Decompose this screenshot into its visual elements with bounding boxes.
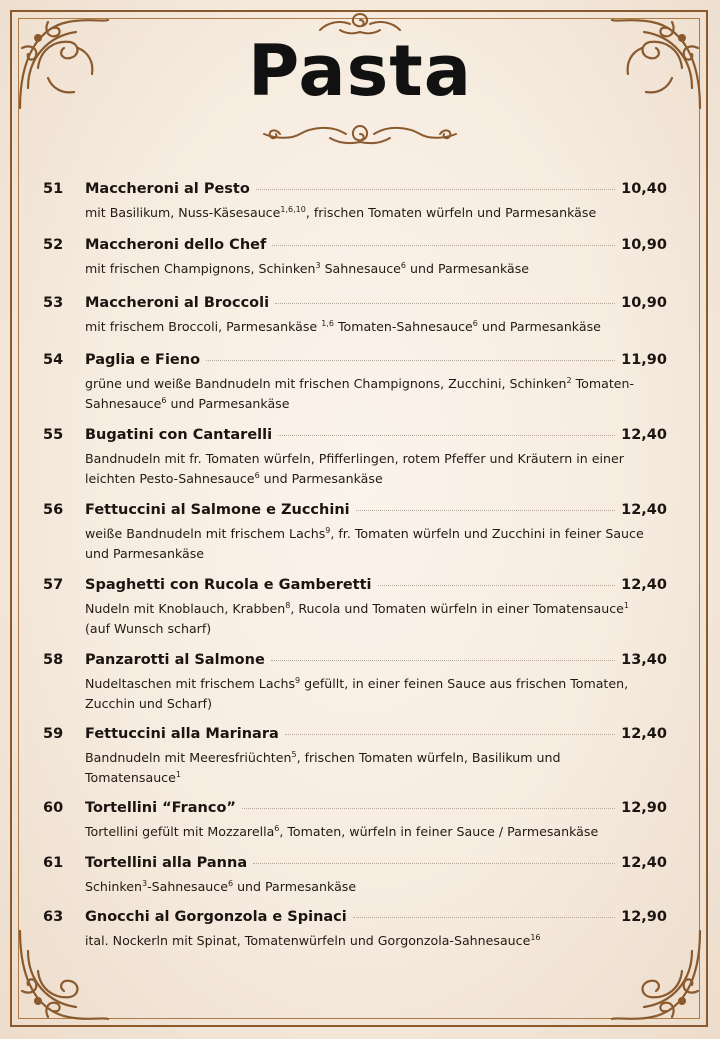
description-text: und Parmesankäse xyxy=(233,879,357,894)
item-price: 10,40 xyxy=(621,181,667,197)
item-number: 56 xyxy=(43,502,64,518)
item-name: Tortellini “Franco” xyxy=(85,800,236,816)
allergen-note: 6 xyxy=(274,823,280,833)
item-number: 60 xyxy=(43,800,64,816)
item-price: 10,90 xyxy=(621,237,667,253)
item-price: 10,90 xyxy=(621,295,667,311)
description-text: Bandnudeln mit Meeresfriüchten xyxy=(85,750,292,765)
page-title: Pasta xyxy=(247,30,473,112)
item-name: Fettuccini al Salmone e Zucchini xyxy=(85,502,350,518)
item-description xyxy=(85,931,645,951)
description-text: Tomaten-Sahnesauce xyxy=(333,319,473,334)
allergen-note: 6 xyxy=(227,878,234,888)
item-name: Fettuccini alla Marinara xyxy=(85,726,279,742)
description-text: , frischen Tomaten würfeln, Basilikum und Tomatensauce xyxy=(85,750,561,785)
item-number: 54 xyxy=(43,352,64,368)
item-name-row xyxy=(85,237,667,257)
dotted-leader xyxy=(285,734,615,735)
description-text: , frischen Tomaten würfeln und Parmesankäse xyxy=(305,205,597,220)
allergen-note: 16 xyxy=(530,932,541,942)
allergen-note: 6 xyxy=(161,395,167,405)
description-text: und Parmesankäse xyxy=(259,470,383,486)
item-price: 12,90 xyxy=(621,909,667,925)
item-name-row xyxy=(85,909,667,929)
item-number: 58 xyxy=(43,652,64,668)
description-text: Sahnesauce xyxy=(320,261,401,276)
description-text: Bandnudeln mit fr. Tomaten würfeln, Pfifferlingen, rotem Pfeffer und Kräutern in einer leichten Pesto-Sahnesauce xyxy=(85,451,624,486)
dotted-leader xyxy=(378,585,616,586)
description-text: mit frischem Broccoli, Parmesankäse xyxy=(85,319,322,334)
item-description xyxy=(85,877,645,897)
dotted-leader xyxy=(278,435,615,436)
description-text: mit frischen Champignons, Schinken xyxy=(85,261,316,276)
dotted-leader xyxy=(206,360,615,361)
dotted-leader xyxy=(256,189,615,190)
item-price: 13,40 xyxy=(621,652,667,668)
item-name: Spaghetti con Rucola e Gamberetti xyxy=(85,577,372,593)
dotted-leader xyxy=(242,808,615,809)
item-name: Bugatini con Cantarelli xyxy=(85,427,273,443)
item-number: 52 xyxy=(43,237,64,253)
description-text: und Parmesankäse xyxy=(406,261,530,276)
description-text: und Parmesankäse xyxy=(166,395,290,411)
description-text: ital. Nockerln mit Spinat, Tomatenwürfeln und Gorgonzola-Sahnesauce xyxy=(85,933,531,948)
item-name-row xyxy=(85,577,667,597)
description-text: -Sahnesauce xyxy=(147,879,228,894)
item-price: 12,40 xyxy=(621,502,667,518)
item-number: 57 xyxy=(43,577,64,593)
description-text: , fr. Tomaten würfeln und Zucchini in feiner Sauce und Parmesankäse xyxy=(85,526,644,561)
item-name: Gnocchi al Gorgonzola e Spinaci xyxy=(85,909,347,925)
item-number: 63 xyxy=(43,909,64,925)
item-price: 12,40 xyxy=(621,577,667,593)
item-name: Tortellini alla Panna xyxy=(85,855,248,871)
item-description xyxy=(85,599,645,638)
description-text: (auf Wunsch scharf) xyxy=(85,620,212,636)
allergen-note: 9 xyxy=(325,525,331,535)
item-name-row xyxy=(85,652,667,672)
item-name-row xyxy=(85,427,667,447)
item-number: 61 xyxy=(43,855,64,871)
allergen-note: 1 xyxy=(175,769,181,779)
description-text: mit Basilikum, Nuss-Käsesauce xyxy=(85,205,281,220)
item-description xyxy=(85,674,645,713)
dotted-leader xyxy=(353,917,615,918)
item-description xyxy=(85,317,645,337)
description-text: Nudeln mit Knoblauch, Krabben xyxy=(85,601,286,616)
item-description xyxy=(85,748,645,787)
item-number: 55 xyxy=(43,427,64,443)
description-text: Tortellini gefült mit Mozzarella xyxy=(85,824,275,839)
item-name-row xyxy=(85,726,667,746)
description-text: , Rucola und Tomaten würfeln in einer Tomatensauce xyxy=(290,601,624,616)
description-text: weiße Bandnudeln mit frischem Lachs xyxy=(85,526,326,541)
allergen-note: 1 xyxy=(623,600,629,610)
allergen-note: 9 xyxy=(295,675,301,685)
item-name-row xyxy=(85,502,667,522)
description-text: Tomaten-Sahnesauce xyxy=(85,376,635,411)
item-name: Paglia e Fieno xyxy=(85,352,201,368)
item-name: Maccheroni al Broccoli xyxy=(85,295,270,311)
item-name-row xyxy=(85,181,667,201)
allergen-note: 6 xyxy=(400,260,407,270)
dotted-leader xyxy=(275,303,615,304)
item-name: Panzarotti al Salmone xyxy=(85,652,265,668)
item-number: 53 xyxy=(43,295,64,311)
item-description xyxy=(85,449,645,488)
item-description xyxy=(85,259,645,279)
item-description xyxy=(85,374,645,413)
dotted-leader xyxy=(356,510,616,511)
dotted-leader xyxy=(253,863,615,864)
item-name-row xyxy=(85,352,667,372)
allergen-note: 2 xyxy=(566,375,572,385)
item-price: 11,90 xyxy=(621,352,667,368)
item-description xyxy=(85,524,645,563)
description-text: grüne und weiße Bandnudeln mit frischen Champignons, Zucchini, Schinken xyxy=(85,376,567,391)
item-name-row xyxy=(85,295,667,315)
item-name: Maccheroni dello Chef xyxy=(85,237,267,253)
allergen-note: 6 xyxy=(472,318,478,328)
description-text: Nudeltaschen mit frischem Lachs xyxy=(85,676,296,691)
item-price: 12,90 xyxy=(621,800,667,816)
item-description xyxy=(85,822,645,842)
allergen-note: 5 xyxy=(291,749,297,759)
description-text: und Parmesankäse xyxy=(477,319,601,334)
dotted-leader xyxy=(271,660,615,661)
item-number: 51 xyxy=(43,181,64,197)
allergen-note: 1,6,10 xyxy=(280,204,306,214)
item-name-row xyxy=(85,800,667,820)
description-text: Schinken xyxy=(85,879,142,894)
allergen-note: 3 xyxy=(141,878,148,888)
description-text: gefüllt, in einer feinen Sauce aus frischen Tomaten, Zucchin und Scharf) xyxy=(85,676,629,711)
item-name-row xyxy=(85,855,667,875)
item-number: 59 xyxy=(43,726,64,742)
item-price: 12,40 xyxy=(621,726,667,742)
description-text: , Tomaten, würfeln in feiner Sauce / Parmesankäse xyxy=(279,824,599,839)
item-name: Maccheroni al Pesto xyxy=(85,181,250,197)
item-price: 12,40 xyxy=(621,855,667,871)
allergen-note: 6 xyxy=(254,470,260,480)
dotted-leader xyxy=(272,245,615,246)
allergen-note: 8 xyxy=(285,600,291,610)
item-description xyxy=(85,203,645,223)
allergen-note: 1,6 xyxy=(321,318,334,328)
allergen-note: 3 xyxy=(315,260,321,270)
item-price: 12,40 xyxy=(621,427,667,443)
